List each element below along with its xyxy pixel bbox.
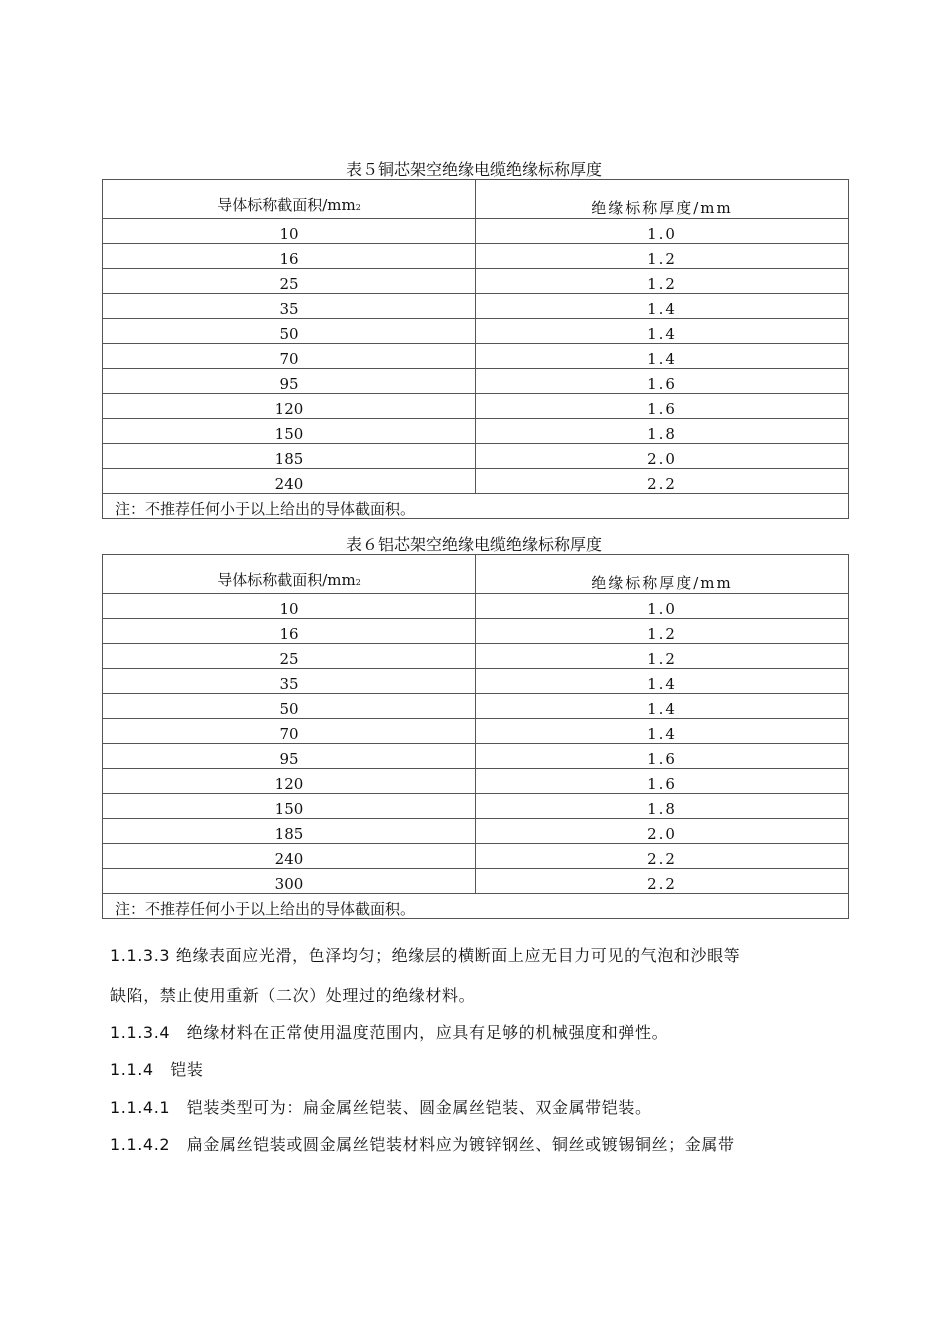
table-row [103,694,849,719]
insulation-thickness-cell: 1.4 [476,294,849,319]
conductor-area-cell: 50 [103,694,476,719]
table-row [103,394,849,419]
table-row [103,294,849,319]
conductor-area-cell: 70 [103,344,476,369]
table-row [103,269,849,294]
conductor-area-cell: 120 [103,394,476,419]
table-row [103,594,849,619]
insulation-thickness-cell: 1.6 [476,369,849,394]
insulation-thickness-cell: 1.4 [476,344,849,369]
conductor-area-cell: 35 [103,669,476,694]
conductor-area-cell: 185 [103,819,476,844]
table-row [103,319,849,344]
table-row [103,344,849,369]
clause-1-1-4-2: 1.1.4.2 扁金属丝铠装或圆金属丝铠装材料应为镀锌钢丝、铜丝或镀锡铜丝；金属带 [110,1135,735,1154]
clause-1-1-4-heading: 1.1.4 铠装 [110,1060,204,1079]
table6 [102,554,849,919]
conductor-area-cell: 150 [103,419,476,444]
clause-1-1-4-1: 1.1.4.1 铠装类型可为：扁金属丝铠装、圆金属丝铠装、双金属带铠装。 [110,1098,652,1117]
conductor-area-cell: 300 [103,869,476,894]
insulation-thickness-cell: 1.6 [476,769,849,794]
clause-1-1-3-3-line2: 缺陷，禁止使用重新（二次）处理过的绝缘材料。 [110,986,476,1005]
insulation-thickness-cell: 1.4 [476,694,849,719]
insulation-thickness-cell: 1.0 [476,594,849,619]
insulation-thickness-cell: 1.6 [476,394,849,419]
table5-header-row [103,180,849,219]
conductor-area-cell: 95 [103,744,476,769]
table-row [103,469,849,494]
table-row [103,644,849,669]
table-row [103,419,849,444]
insulation-thickness-cell: 1.2 [476,644,849,669]
conductor-area-cell: 120 [103,769,476,794]
insulation-thickness-cell: 2.2 [476,869,849,894]
conductor-area-cell: 16 [103,619,476,644]
table-row [103,219,849,244]
insulation-thickness-cell: 1.4 [476,719,849,744]
table-row [103,244,849,269]
clause-1-1-3-3-line1: 1.1.3.3 绝缘表面应光滑，色泽均匀；绝缘层的横断面上应无目力可见的气泡和沙眼等 [110,946,741,965]
insulation-thickness-cell: 1.4 [476,669,849,694]
table5-col2-header: 绝缘标称厚度/mm [476,180,849,219]
insulation-thickness-cell: 2.2 [476,469,849,494]
insulation-thickness-cell: 2.0 [476,819,849,844]
insulation-thickness-cell: 1.8 [476,794,849,819]
table-note: 注：不推荐任何小于以上给出的导体截面积。 [103,894,849,919]
table-row [103,794,849,819]
table5-caption: 表５铜芯架空绝缘电缆绝缘标称厚度 [345,160,602,179]
table-row [103,719,849,744]
table-row [103,844,849,869]
conductor-area-cell: 16 [103,244,476,269]
conductor-area-cell: 150 [103,794,476,819]
table5 [102,179,849,519]
conductor-area-cell: 10 [103,594,476,619]
table-note-row [103,494,849,519]
table-row [103,744,849,769]
table-row [103,669,849,694]
conductor-area-cell: 185 [103,444,476,469]
table-row [103,444,849,469]
insulation-thickness-cell: 1.8 [476,419,849,444]
conductor-area-cell: 25 [103,269,476,294]
table-note: 注：不推荐任何小于以上给出的导体截面积。 [103,494,849,519]
insulation-thickness-cell: 1.2 [476,244,849,269]
clause-1-1-3-4: 1.1.3.4 绝缘材料在正常使用温度范围内，应具有足够的机械强度和弹性。 [110,1023,669,1042]
table-row [103,369,849,394]
table-row [103,619,849,644]
conductor-area-cell: 70 [103,719,476,744]
insulation-thickness-cell: 2.2 [476,844,849,869]
conductor-area-cell: 95 [103,369,476,394]
table-row [103,819,849,844]
table6-col1-header: 导体标称截面积/mm2 [103,555,476,594]
insulation-thickness-cell: 1.2 [476,269,849,294]
conductor-area-cell: 240 [103,844,476,869]
conductor-area-cell: 10 [103,219,476,244]
insulation-thickness-cell: 2.0 [476,444,849,469]
conductor-area-cell: 25 [103,644,476,669]
table5-col1-header: 导体标称截面积/mm2 [103,180,476,219]
table6-caption: 表６铝芯架空绝缘电缆绝缘标称厚度 [345,535,602,554]
conductor-area-cell: 35 [103,294,476,319]
conductor-area-cell: 50 [103,319,476,344]
table6-col2-header: 绝缘标称厚度/mm [476,555,849,594]
insulation-thickness-cell: 1.0 [476,219,849,244]
conductor-area-cell: 240 [103,469,476,494]
table6-header-row [103,555,849,594]
table-row [103,869,849,894]
insulation-thickness-cell: 1.2 [476,619,849,644]
insulation-thickness-cell: 1.4 [476,319,849,344]
insulation-thickness-cell: 1.6 [476,744,849,769]
table-row [103,769,849,794]
table-note-row [103,894,849,919]
